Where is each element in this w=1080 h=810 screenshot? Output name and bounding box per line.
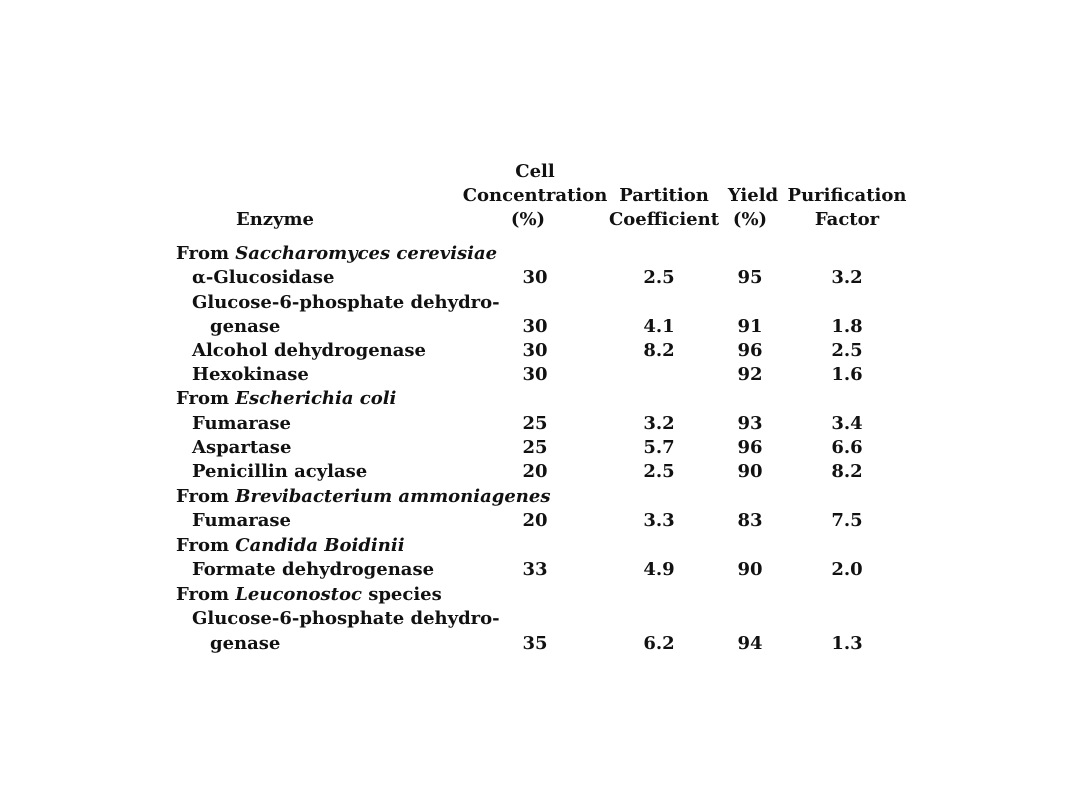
header-purification-line2: Factor <box>814 209 880 230</box>
group-heading: From Brevibacterium ammoniagenes <box>176 486 551 507</box>
row-enzyme-name: Formate dehydrogenase <box>192 559 435 580</box>
row-enzyme-name: Glucose-6-phosphate dehydro- <box>192 608 500 629</box>
row-enzyme-name: Aspartase <box>192 437 292 458</box>
row-purification-factor: 1.6 <box>831 364 863 385</box>
row-purification-factor: 7.5 <box>831 510 863 531</box>
row-partition-coefficient: 4.1 <box>643 316 675 337</box>
group-heading: From Saccharomyces cerevisiae <box>176 243 498 264</box>
header-cell-line1: Cell <box>515 161 555 182</box>
row-cell-concentration: 30 <box>522 340 548 361</box>
row-cell-concentration: 33 <box>522 559 548 580</box>
row-enzyme-name: α-Glucosidase <box>192 267 335 288</box>
group-heading: From Leuconostoc species <box>176 584 442 605</box>
row-cell-concentration: 25 <box>522 413 548 434</box>
row-partition-coefficient: 5.7 <box>643 437 675 458</box>
row-cell-concentration: 30 <box>522 267 548 288</box>
row-cell-concentration: 30 <box>522 316 548 337</box>
row-yield: 92 <box>737 364 763 385</box>
row-enzyme-name: Hexokinase <box>192 364 309 385</box>
organism-name: Leuconostoc <box>235 584 362 605</box>
row-enzyme-name: Fumarase <box>192 510 291 531</box>
row-partition-coefficient: 3.3 <box>643 510 675 531</box>
row-yield: 96 <box>737 437 763 458</box>
header-cell-line3: (%) <box>510 209 546 230</box>
header-yield-line2: (%) <box>732 209 768 230</box>
row-enzyme-name-continued: genase <box>210 316 281 337</box>
header-enzyme: Enzyme <box>236 209 314 230</box>
row-purification-factor: 8.2 <box>831 461 863 482</box>
header-partition-line2: Coefficient <box>608 209 720 230</box>
row-enzyme-name: Glucose-6-phosphate dehydro- <box>192 292 500 313</box>
row-partition-coefficient: 8.2 <box>643 340 675 361</box>
organism-name: Brevibacterium ammoniagenes <box>235 486 551 507</box>
header-partition-line1: Partition <box>619 185 709 206</box>
header-cell-line2: Concentration <box>462 185 608 206</box>
organism-name: Escherichia coli <box>235 388 397 409</box>
row-yield: 91 <box>737 316 763 337</box>
row-purification-factor: 2.5 <box>831 340 863 361</box>
row-enzyme-name-continued: genase <box>210 633 281 654</box>
header-purification-line1: Purification <box>787 185 907 206</box>
header-yield-line1: Yield <box>727 185 779 206</box>
row-purification-factor: 2.0 <box>831 559 863 580</box>
row-yield: 83 <box>737 510 763 531</box>
row-partition-coefficient: 6.2 <box>643 633 675 654</box>
organism-name: Saccharomyces cerevisiae <box>235 243 498 264</box>
row-yield: 94 <box>737 633 763 654</box>
group-heading: From Escherichia coli <box>176 388 397 409</box>
row-enzyme-name: Penicillin acylase <box>192 461 368 482</box>
row-purification-factor: 3.2 <box>831 267 863 288</box>
row-purification-factor: 6.6 <box>831 437 863 458</box>
row-cell-concentration: 20 <box>522 461 548 482</box>
row-cell-concentration: 30 <box>522 364 548 385</box>
row-yield: 93 <box>737 413 763 434</box>
row-partition-coefficient: 3.2 <box>643 413 675 434</box>
row-yield: 90 <box>737 461 763 482</box>
row-partition-coefficient: 2.5 <box>643 267 675 288</box>
row-enzyme-name: Alcohol dehydrogenase <box>192 340 426 361</box>
row-partition-coefficient: 2.5 <box>643 461 675 482</box>
row-cell-concentration: 35 <box>522 633 548 654</box>
row-enzyme-name: Fumarase <box>192 413 291 434</box>
row-purification-factor: 1.8 <box>831 316 863 337</box>
row-cell-concentration: 25 <box>522 437 548 458</box>
row-cell-concentration: 20 <box>522 510 548 531</box>
row-purification-factor: 3.4 <box>831 413 863 434</box>
group-heading: From Candida Boidinii <box>176 535 405 556</box>
row-purification-factor: 1.3 <box>831 633 863 654</box>
row-yield: 96 <box>737 340 763 361</box>
row-yield: 95 <box>737 267 763 288</box>
organism-name: Candida Boidinii <box>235 535 405 556</box>
row-partition-coefficient: 4.9 <box>643 559 675 580</box>
row-yield: 90 <box>737 559 763 580</box>
